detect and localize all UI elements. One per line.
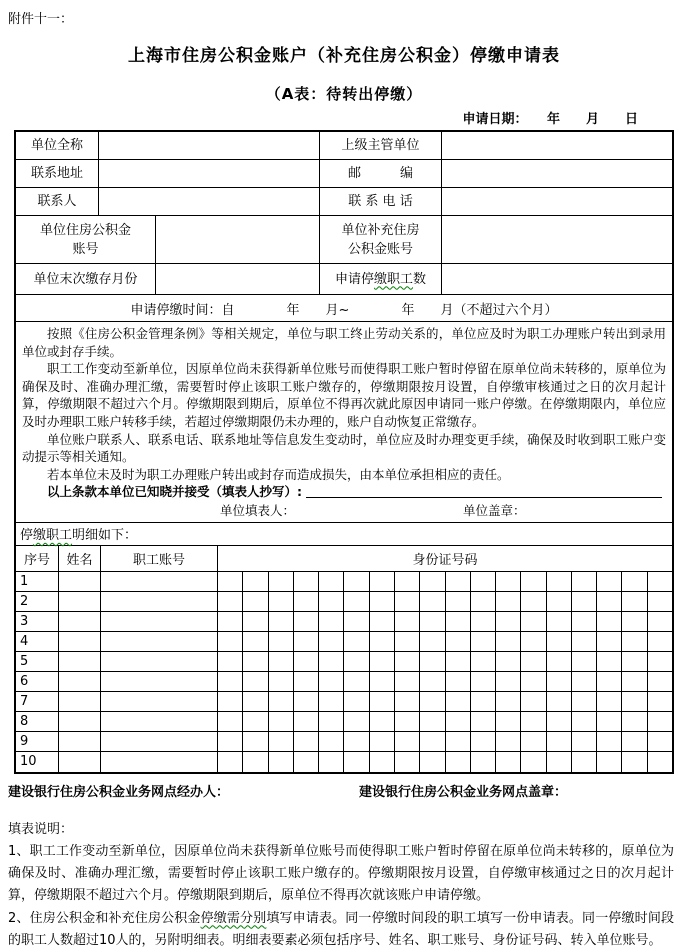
id-digit-cell[interactable] [647,732,672,751]
detail-table-header [16,546,672,572]
id-digit-cell[interactable] [293,672,318,691]
id-digit-cell[interactable] [546,692,571,711]
id-digit-cell[interactable] [495,652,520,671]
id-digit-cell[interactable] [520,652,545,671]
detail-intro-spellcheck: 缴职工 [33,528,73,544]
id-digit-cell[interactable] [596,712,621,731]
id-digit-cell[interactable] [621,592,646,611]
id-digit-cell[interactable] [268,712,293,731]
detail-row [16,692,672,712]
id-digit-cell[interactable] [293,752,318,772]
id-digit-cell[interactable] [571,632,596,651]
id-digit-cell[interactable] [621,612,646,631]
suspend-employee-count-label [319,264,441,294]
account-cell[interactable] [100,652,217,671]
id-digit-cell[interactable] [495,672,520,691]
id-digit-cell[interactable] [394,732,419,751]
id-digit-cell[interactable] [217,732,242,751]
id-digit-cell[interactable] [520,592,545,611]
id-digit-cell[interactable] [293,612,318,631]
id-digit-cell[interactable] [470,732,495,751]
id-digit-cell[interactable] [343,632,368,651]
row-number: 10 [20,754,37,770]
company-name-label: 单位全称 [30,138,83,153]
id-digit-cell[interactable] [596,632,621,651]
header-account: 职工账号 [100,546,217,571]
id-digit-cell[interactable] [293,692,318,711]
id-digit-cell[interactable] [621,672,646,691]
id-digit-cell[interactable] [596,752,621,772]
id-digit-cell[interactable] [445,652,470,671]
id-digit-cell[interactable] [419,632,444,651]
id-digit-cell[interactable] [369,752,394,772]
id-digit-cell[interactable] [470,612,495,631]
name-cell[interactable] [58,612,100,631]
id-digit-cell[interactable] [318,632,343,651]
id-digit-cell[interactable] [419,592,444,611]
housing-fund-account-label: 单位住房公积金账号 [39,222,131,257]
form-frame [14,130,674,774]
note-2 [8,908,674,952]
id-digit-cell[interactable] [596,572,621,591]
id-digit-cell[interactable] [546,632,571,651]
detail-intro-suffix: 明细如下： [72,528,138,544]
company-name-field[interactable] [98,132,319,159]
id-digit-cell[interactable] [445,632,470,651]
id-digit-cell[interactable] [268,692,293,711]
id-digit-cell[interactable] [445,612,470,631]
id-digit-cell[interactable] [571,612,596,631]
id-digit-cell[interactable] [318,752,343,772]
id-digit-cell[interactable] [318,712,343,731]
name-cell[interactable] [58,752,100,772]
id-digit-cell[interactable] [546,712,571,731]
suspend-employee-count-label-spellcheck: 缴职工 [373,271,413,287]
id-digit-cell[interactable] [293,712,318,731]
account-cell[interactable] [100,752,217,772]
id-digit-cell[interactable] [242,732,267,751]
account-cell[interactable] [100,692,217,711]
id-digit-cell[interactable] [369,572,394,591]
acknowledgement-label: 以上条款本单位已知晓并接受（填表人抄写）: [47,484,302,500]
id-digit-cell[interactable] [470,592,495,611]
id-digit-cell[interactable] [217,692,242,711]
id-digit-cell[interactable] [217,752,242,772]
id-digit-cell[interactable] [369,692,394,711]
id-digit-cell[interactable] [470,632,495,651]
id-digit-cell[interactable] [621,712,646,731]
id-digit-cell[interactable] [318,592,343,611]
id-digit-cell[interactable] [293,572,318,591]
contact-address-label: 联系地址 [30,166,83,181]
id-digit-cell[interactable] [647,592,672,611]
account-cell[interactable] [100,592,217,611]
detail-intro [16,523,672,546]
id-digit-cell[interactable] [242,572,267,591]
id-digit-cell[interactable] [242,652,267,671]
row-number: 5 [20,653,29,669]
id-digit-cell[interactable] [546,592,571,611]
id-digit-cell[interactable] [217,652,242,671]
id-digit-cell[interactable] [495,612,520,631]
account-cell[interactable] [100,612,217,631]
postcode-field[interactable] [441,160,672,187]
filling-notes [8,819,674,952]
id-digit-cell[interactable] [419,732,444,751]
id-digit-cell[interactable] [546,652,571,671]
id-digit-cell[interactable] [369,732,394,751]
id-digit-cell[interactable] [419,612,444,631]
id-digit-cell[interactable] [369,712,394,731]
id-digit-cell[interactable] [495,712,520,731]
id-digit-cell[interactable] [343,752,368,772]
note-2-spellcheck: 停缴需分别 [200,910,267,926]
id-digit-cell[interactable] [571,692,596,711]
account-cell[interactable] [100,572,217,591]
name-cell[interactable] [58,572,100,591]
id-digit-cell[interactable] [394,672,419,691]
id-digit-cell[interactable] [571,652,596,671]
id-digit-cell[interactable] [268,572,293,591]
id-digit-cell[interactable] [546,732,571,751]
id-digit-cell[interactable] [520,752,545,772]
id-digit-cell[interactable] [369,612,394,631]
suspension-period-row[interactable]: 申请停缴时间：自 年 月~ 年 月（不超过六个月） [16,295,672,322]
id-digit-cell[interactable] [394,572,419,591]
id-digit-cell[interactable] [495,752,520,772]
name-cell[interactable] [58,632,100,651]
application-date-line: 申请日期： 年 月 日 [462,112,638,127]
row-number: 8 [20,713,29,729]
suspend-employee-count-field[interactable] [441,264,672,294]
id-digit-cell[interactable] [293,592,318,611]
row-number: 9 [20,733,29,749]
id-digit-cell[interactable] [596,692,621,711]
id-digit-cell[interactable] [394,612,419,631]
id-digit-cell[interactable] [647,572,672,591]
signer-line [22,502,666,520]
id-digit-cell[interactable] [596,652,621,671]
id-digit-cell[interactable] [445,752,470,772]
id-digit-cell[interactable] [647,672,672,691]
id-digit-cell[interactable] [268,612,293,631]
id-digit-cell[interactable] [520,712,545,731]
id-digit-cell[interactable] [470,712,495,731]
form-filler-label[interactable]: 单位填表人： [220,502,296,518]
id-digit-cell[interactable] [318,652,343,671]
suspend-employee-count-label-suffix: 数 [413,271,427,287]
id-digit-cell[interactable] [445,732,470,751]
contact-person-label: 联系人 [37,194,77,209]
id-digit-cell[interactable] [343,672,368,691]
id-digit-cell[interactable] [647,612,672,631]
id-digit-cell[interactable] [520,612,545,631]
detail-rows [16,572,672,772]
account-cell[interactable] [100,732,217,751]
id-digit-cell[interactable] [242,692,267,711]
contact-address-field[interactable] [98,160,319,187]
id-digit-cell[interactable] [520,672,545,691]
id-digit-cell[interactable] [495,692,520,711]
note-1: 1、职工工作变动至新单位，因原单位尚未获得新单位账号而使得职工账户暂时停留在原单位尚未转移的，原单位为确保及时、准确办理汇缴，需要暂时停止该职工账户缴存的。停缴期限按月设置，自停缴审核通过之日的次月起计算，停缴期限不超过六个月。停缴期限到期后，原单位不得再次就该账户申请停缴。 [8,843,674,904]
id-digit-cell[interactable] [647,692,672,711]
last-deposit-month-field[interactable] [155,264,319,294]
id-digit-cell[interactable] [621,572,646,591]
id-digit-cell[interactable] [394,632,419,651]
id-digit-cell[interactable] [242,752,267,772]
id-digit-cell[interactable] [621,732,646,751]
company-seal-label[interactable]: 单位盖章： [463,502,526,518]
postcode-label: 邮 编 [319,160,441,187]
name-cell[interactable] [58,592,100,611]
name-cell[interactable] [58,712,100,731]
id-digit-cell[interactable] [546,752,571,772]
name-cell[interactable] [58,732,100,751]
header-id-number: 身份证号码 [217,546,672,571]
id-digit-cell[interactable] [621,652,646,671]
id-digit-cell[interactable] [621,752,646,772]
id-digit-cell[interactable] [419,572,444,591]
detail-row [16,632,672,652]
id-digit-cell[interactable] [318,572,343,591]
id-digit-cell[interactable] [217,712,242,731]
id-digit-cell[interactable] [343,692,368,711]
id-digit-cell[interactable] [520,572,545,591]
id-digit-cell[interactable] [520,632,545,651]
terms-block [16,322,672,523]
name-cell[interactable] [58,692,100,711]
detail-row [16,752,672,772]
id-digit-cell[interactable] [647,632,672,651]
id-digit-cell[interactable] [268,592,293,611]
detail-row [16,652,672,672]
id-digit-cell[interactable] [596,672,621,691]
id-digit-cell[interactable] [445,692,470,711]
detail-row [16,712,672,732]
id-digit-cell[interactable] [571,712,596,731]
id-digit-cell[interactable] [571,592,596,611]
id-digit-cell[interactable] [571,752,596,772]
superior-unit-label: 上级主管单位 [319,132,441,159]
id-digit-cell[interactable] [318,672,343,691]
id-digit-cell[interactable] [571,732,596,751]
id-digit-cell[interactable] [369,672,394,691]
notes-title: 填表说明： [8,821,74,837]
detail-row [16,732,672,752]
id-digit-cell[interactable] [343,572,368,591]
id-digit-cell[interactable] [217,632,242,651]
info-row-contact [16,188,672,216]
id-digit-cell[interactable] [495,632,520,651]
row-number: 4 [20,633,29,649]
id-digit-cell[interactable] [647,752,672,772]
id-digit-cell[interactable] [268,732,293,751]
row-number: 3 [20,613,29,629]
id-digit-cell[interactable] [293,632,318,651]
detail-row [16,572,672,592]
supplementary-fund-account-field[interactable] [441,216,672,263]
id-digit-cell[interactable] [217,572,242,591]
id-digit-cell[interactable] [394,752,419,772]
contact-phone-field[interactable] [441,188,672,215]
id-digit-cell[interactable] [445,592,470,611]
note-2-part1: 2、住房公积金和补充住房公积金 [8,910,201,926]
id-digit-cell[interactable] [495,572,520,591]
supplementary-fund-account-label: 单位补充住房公积金账号 [319,216,441,263]
id-digit-cell[interactable] [419,672,444,691]
info-row-fund-account [16,216,672,264]
account-cell[interactable] [100,712,217,731]
bank-operator-line [8,781,674,800]
attachment-label: 附件十一： [8,12,74,27]
bank-stamp-label[interactable]: 建设银行住房公积金业务网点盖章： [359,784,568,800]
superior-unit-field[interactable] [441,132,672,159]
id-digit-cell[interactable] [571,672,596,691]
row-number: 2 [20,593,29,609]
id-digit-cell[interactable] [242,612,267,631]
id-digit-cell[interactable] [394,652,419,671]
header-name: 姓名 [58,546,100,571]
id-digit-cell[interactable] [596,612,621,631]
id-digit-cell[interactable] [268,632,293,651]
account-cell[interactable] [100,632,217,651]
terms-paragraph-1: 按照《住房公积金管理条例》等相关规定，单位与职工终止劳动关系的，单位应及时为职工办理账户转出到录用单位或封存手续。 [22,326,666,359]
terms-paragraph-3: 单位账户联系人、联系电话、联系地址等信息发生变动时，单位应及时办理变更手续，确保及时收到职工账户变动提示等相关通知。 [22,431,666,465]
id-digit-cell[interactable] [520,732,545,751]
id-digit-cell[interactable] [419,692,444,711]
id-digit-cell[interactable] [394,592,419,611]
id-digit-cell[interactable] [293,652,318,671]
id-digit-cell[interactable] [268,752,293,772]
account-cell[interactable] [100,672,217,691]
id-digit-cell[interactable] [546,612,571,631]
id-digit-cell[interactable] [343,592,368,611]
id-digit-cell[interactable] [343,652,368,671]
detail-row [16,612,672,632]
name-cell[interactable] [58,672,100,691]
acknowledgement-line [22,483,666,501]
id-digit-cell[interactable] [242,592,267,611]
acknowledgement-blank-line[interactable] [306,484,662,498]
id-digit-cell[interactable] [470,752,495,772]
id-digit-cell[interactable] [470,692,495,711]
id-digit-cell[interactable] [546,672,571,691]
id-digit-cell[interactable] [445,712,470,731]
detail-intro-prefix: 停 [20,528,34,544]
id-digit-cell[interactable] [242,712,267,731]
id-digit-cell[interactable] [470,652,495,671]
terms-paragraph-4: 若本单位未及时为职工办理账户转出或封存而造成损失，由本单位承担相应的责任。 [47,466,510,482]
id-digit-cell[interactable] [546,572,571,591]
id-digit-cell[interactable] [268,672,293,691]
id-digit-cell[interactable] [369,632,394,651]
id-digit-cell[interactable] [621,632,646,651]
id-digit-cell[interactable] [470,672,495,691]
suspend-employee-count-label-prefix: 申请停 [334,271,374,287]
id-digit-cell[interactable] [419,652,444,671]
id-digit-cell[interactable] [242,672,267,691]
id-digit-cell[interactable] [268,652,293,671]
info-row-last-month [16,264,672,295]
page-subtitle: （A表：待转出停缴） [265,85,423,103]
page-title: 上海市住房公积金账户（补充住房公积金）停缴申请表 [128,46,560,66]
id-digit-cell[interactable] [394,712,419,731]
last-deposit-month-label: 单位末次缴存月份 [33,271,138,287]
housing-fund-account-field[interactable] [155,216,319,263]
id-digit-cell[interactable] [369,592,394,611]
id-digit-cell[interactable] [242,632,267,651]
row-number: 7 [20,693,29,709]
id-digit-cell[interactable] [470,572,495,591]
row-number: 1 [20,573,29,589]
detail-row [16,592,672,612]
id-digit-cell[interactable] [495,732,520,751]
id-digit-cell[interactable] [445,572,470,591]
id-digit-cell[interactable] [318,692,343,711]
id-digit-cell[interactable] [596,732,621,751]
id-digit-cell[interactable] [495,592,520,611]
id-digit-cell[interactable] [621,692,646,711]
row-number: 6 [20,673,29,689]
id-digit-cell[interactable] [520,692,545,711]
note-2-part2: 填写申请表。同一停缴时间段的职工填写一份申请表。同一停缴时间段的职工人数超过10人的，另附明细表。明细表要素必须包括序号、姓名、职工账号、身份证号码、转入单位账号。 [8,910,674,949]
id-digit-cell[interactable] [647,712,672,731]
contact-person-field[interactable] [98,188,319,215]
id-digit-cell[interactable] [571,572,596,591]
id-digit-cell[interactable] [217,612,242,631]
name-cell[interactable] [58,652,100,671]
header-seq: 序号 [23,552,50,568]
info-row-company-name [16,132,672,160]
id-digit-cell[interactable] [369,652,394,671]
id-digit-cell[interactable] [647,652,672,671]
id-digit-cell[interactable] [445,672,470,691]
id-digit-cell[interactable] [217,592,242,611]
id-digit-cell[interactable] [293,732,318,751]
id-digit-cell[interactable] [343,732,368,751]
id-digit-cell[interactable] [318,612,343,631]
id-digit-cell[interactable] [343,712,368,731]
info-row-address [16,160,672,188]
id-digit-cell[interactable] [217,672,242,691]
id-digit-cell[interactable] [318,732,343,751]
id-digit-cell[interactable] [394,692,419,711]
detail-row [16,672,672,692]
id-digit-cell[interactable] [343,612,368,631]
bank-operator-label[interactable]: 建设银行住房公积金业务网点经办人： [8,784,230,800]
id-digit-cell[interactable] [419,712,444,731]
id-digit-cell[interactable] [419,752,444,772]
id-digit-cell[interactable] [596,592,621,611]
contact-phone-label: 联 系 电 话 [319,188,441,215]
terms-paragraph-2: 职工工作变动至新单位，因原单位尚未获得新单位账号而使得职工账户暂时停留在原单位尚未转移的，原单位为确保及时、准确办理汇缴，需要暂时停止该职工账户缴存的，停缴期限按月设置，自停缴审核通过之日的次月起计算，停缴期限不超过六个月。停缴期限到期后，原单位不得再次就此原因申请同一账户停缴。在停缴期限内，单位应及时办理职工账户转移手续，若超过停缴期限仍未办理的，账户自动恢复正常缴存。 [22,361,666,429]
